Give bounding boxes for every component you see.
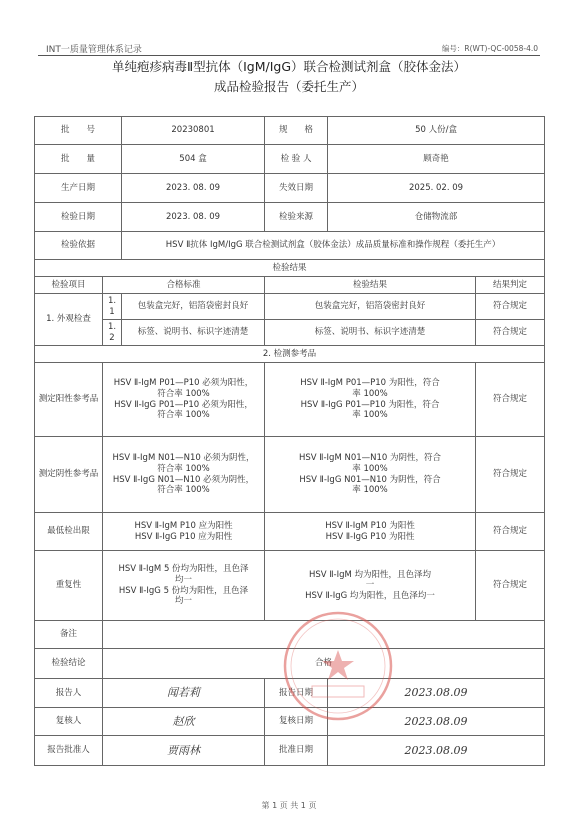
- test-standard: [103, 551, 265, 621]
- test-judge: 符合规定: [476, 437, 545, 513]
- info-row-batch: [35, 117, 545, 145]
- basis-label: 检验依据: [35, 232, 122, 260]
- system-name: INT一质量管理体系记录: [46, 45, 142, 55]
- appearance-standard: 标签、说明书、标识字迹清楚: [122, 320, 265, 346]
- standard-line: 均一: [175, 596, 193, 607]
- signature-row: [35, 736, 545, 766]
- signature-date-handwriting: 2023.08.09: [404, 686, 468, 700]
- info-row-mfg: [35, 174, 545, 203]
- signature-date: [328, 736, 545, 766]
- inspector-value: 顾奇艳: [328, 145, 545, 174]
- test-row-positive: [35, 363, 545, 437]
- exp-value: 2025. 02. 09: [328, 174, 545, 203]
- test-name: 测定阳性参考品: [35, 363, 103, 437]
- results-title-row: [35, 260, 545, 277]
- inspection-report-table: [34, 116, 545, 766]
- inspector-label: 检 验 人: [265, 145, 328, 174]
- spec-label: 规 格: [265, 117, 328, 145]
- test-standard: [103, 513, 265, 551]
- result-line: HSV Ⅱ-IgM N01—N10 为阴性，符合: [298, 453, 442, 464]
- result-line: 率 100%: [352, 485, 388, 496]
- signature-role: 报告批准人: [35, 736, 103, 766]
- results-title: 检验结果: [35, 260, 545, 277]
- signature-handwriting: 赵欣: [172, 714, 195, 728]
- test-result: [265, 513, 476, 551]
- appearance-no: 1. 2: [103, 320, 122, 346]
- test-result: [265, 363, 476, 437]
- standard-line: HSV Ⅱ-IgM 5 份均为阳性，且色泽: [118, 564, 249, 575]
- mfg-value: 2023. 08. 09: [122, 174, 265, 203]
- standard-line: HSV Ⅱ-IgG P01—P10 必须为阳性，: [114, 399, 253, 410]
- page-footer: 第 1 页 共 1 页: [261, 801, 317, 810]
- mfg-label: 生产日期: [35, 174, 122, 203]
- signature-name: [103, 708, 265, 736]
- test-name: 测定阴性参考品: [35, 437, 103, 513]
- result-line: HSV Ⅱ-IgM P10 为阳性: [325, 520, 415, 531]
- signature-date-label: 批准日期: [265, 736, 328, 766]
- section2-row: [35, 346, 545, 363]
- result-line: HSV Ⅱ-IgM P01—P10 为阳性，符合: [300, 378, 440, 389]
- standard-line: HSV Ⅱ-IgG P10 应为阳性: [134, 531, 233, 542]
- signature-date-handwriting: 2023.08.09: [404, 714, 468, 728]
- test-date-label: 检验日期: [35, 203, 122, 232]
- signature-date-label: 复核日期: [265, 708, 328, 736]
- result-line: 率 100%: [352, 388, 388, 399]
- report-title: 单纯疱疹病毒Ⅱ型抗体（IgM/IgG）联合检测试剂盒（胶体金法）: [111, 59, 467, 74]
- result-line: 率 100%: [352, 410, 388, 421]
- test-date-value: 2023. 08. 09: [122, 203, 265, 232]
- batch-value: 20230801: [122, 117, 265, 145]
- signature-role: 报告人: [35, 679, 103, 708]
- col-header-judge: 结果判定: [476, 277, 545, 294]
- col-header-item: 检验项目: [35, 277, 103, 294]
- test-name: 最低检出限: [35, 513, 103, 551]
- test-row-repeatability: [35, 551, 545, 621]
- result-line: 率 100%: [352, 463, 388, 474]
- standard-line: 符合率 100%: [157, 388, 210, 399]
- basis-value: HSV Ⅱ抗体 IgM/IgG 联合检测试剂盒（胶体金法）成品质量标准和操作规程（委托生产）: [122, 232, 545, 260]
- remarks-label: 备注: [35, 621, 103, 649]
- col-header-standard: 合格标准: [103, 277, 265, 294]
- section2-label: 2. 检测参考品: [35, 346, 545, 363]
- standard-line: HSV Ⅱ-IgM P01—P10 必须为阳性，: [113, 378, 254, 389]
- batch-label: 批 号: [35, 117, 122, 145]
- appearance-judge: 符合规定: [476, 294, 545, 320]
- standard-line: HSV Ⅱ-IgM P10 应为阳性: [134, 520, 233, 531]
- standard-line: HSV Ⅱ-IgM N01—N10 必须为阴性，: [112, 453, 255, 464]
- appearance-row-1: [35, 294, 545, 320]
- result-line: HSV Ⅱ-IgG P01—P10 为阳性，符合: [300, 399, 440, 410]
- conclusion-value: 合格: [103, 649, 545, 679]
- col-header-result: 检验结果: [265, 277, 476, 294]
- test-judge: 符合规定: [476, 513, 545, 551]
- spec-value: 50 人份/盒: [328, 117, 545, 145]
- result-line: HSV Ⅱ-IgG P10 为阳性: [325, 531, 415, 542]
- info-row-basis: [35, 232, 545, 260]
- appearance-no: 1. 1: [103, 294, 122, 320]
- appearance-row-2: [35, 320, 545, 346]
- standard-line: 符合率 100%: [157, 463, 210, 474]
- standard-line: 符合率 100%: [157, 410, 210, 421]
- test-standard: [103, 363, 265, 437]
- appearance-judge: 符合规定: [476, 320, 545, 346]
- signature-name: [103, 736, 265, 766]
- conclusion-row: [35, 649, 545, 679]
- result-line: HSV Ⅱ-IgG N01—N10 为阴性，符合: [299, 474, 441, 485]
- signature-handwriting: 闻若莉: [167, 686, 200, 700]
- result-line: HSV Ⅱ-IgG 均为阳性，且色泽均一: [305, 590, 435, 601]
- test-judge: 符合规定: [476, 363, 545, 437]
- standard-line: 符合率 100%: [157, 485, 210, 496]
- appearance-label: 1. 外观检查: [35, 294, 103, 346]
- source-label: 检验来源: [265, 203, 328, 232]
- signature-date: [328, 679, 545, 708]
- signature-date: [328, 708, 545, 736]
- remarks-value: [103, 621, 545, 649]
- report-subtitle: 成品检验报告（委托生产）: [213, 79, 364, 94]
- signature-row: [35, 708, 545, 736]
- standard-line: 均一: [175, 574, 193, 585]
- header-divider: [38, 55, 540, 56]
- test-result: [265, 437, 476, 513]
- appearance-result: 包装盒完好，铝箔袋密封良好: [265, 294, 476, 320]
- source-value: 仓储物流部: [328, 203, 545, 232]
- result-line: 一: [365, 580, 375, 591]
- info-row-qty: [35, 145, 545, 174]
- conclusion-label: 检验结论: [35, 649, 103, 679]
- standard-line: HSV Ⅱ-IgG N01—N10 必须为阴性，: [112, 474, 255, 485]
- test-row-negative: [35, 437, 545, 513]
- appearance-standard: 包装盒完好，铝箔袋密封良好: [122, 294, 265, 320]
- column-header-row: [35, 277, 545, 294]
- signature-handwriting: 贾雨林: [167, 743, 200, 757]
- result-line: HSV Ⅱ-IgM 均为阳性，且色泽均: [309, 569, 432, 580]
- remarks-row: [35, 621, 545, 649]
- signature-row: [35, 679, 545, 708]
- exp-label: 失效日期: [265, 174, 328, 203]
- info-row-test: [35, 203, 545, 232]
- signature-date-label: 报告日期: [265, 679, 328, 708]
- test-judge: 符合规定: [476, 551, 545, 621]
- signature-date-handwriting: 2023.08.09: [404, 743, 468, 757]
- qty-label: 批 量: [35, 145, 122, 174]
- standard-line: HSV Ⅱ-IgG 5 份均为阳性，且色泽: [118, 585, 249, 596]
- test-row-lod: [35, 513, 545, 551]
- document-code: 编号：R(WT)-QC-0058-4.0: [441, 44, 538, 53]
- test-result: [265, 551, 476, 621]
- test-name: 重复性: [35, 551, 103, 621]
- signature-name: [103, 679, 265, 708]
- qty-value: 504 盒: [122, 145, 265, 174]
- signature-role: 复核人: [35, 708, 103, 736]
- test-standard: [103, 437, 265, 513]
- appearance-result: 标签、说明书、标识字迹清楚: [265, 320, 476, 346]
